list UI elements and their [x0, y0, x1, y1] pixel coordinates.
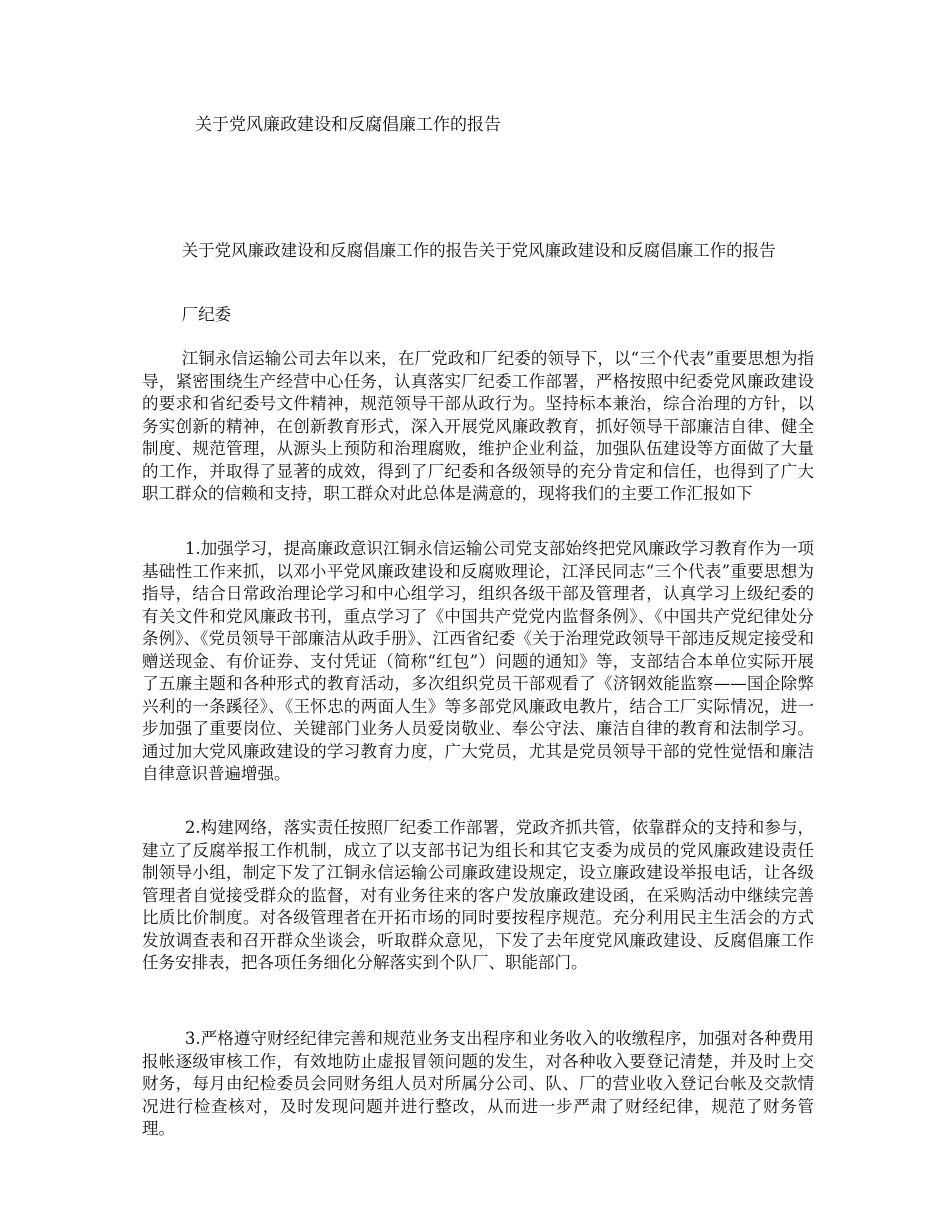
section-2-paragraph: 2.构建网络，落实责任按照厂纪委工作部署，党政齐抓共管，依靠群众的支持和参与，建立了反腐举报工作机制，成立了以支部书记为组长和其它支委为成员的党风廉政建设责任制领导小组，制定下发了江铜永信运输公司廉政建设规定，设立廉政建设举报电话，让各级管理者自觉接受群众的监督，对有业务往来的客户发放廉政建设函，在采购活动中继续完善比质比价制度。对各级管理者在开拓市场的同时要按程序规范。充分利用民主生活会的方式发放调查表和召开群众坐谈会，听取群众意见，下发了去年度党风廉政建设、反腐倡廉工作任务安排表，把各项任务细化分解落实到个队厂、职能部门。	[142, 818, 814, 972]
report-heading: 关于党风廉政建设和反腐倡廉工作的报告关于党风廉政建设和反腐倡廉工作的报告	[181, 241, 776, 260]
section-3-paragraph: 3.严格遵守财经纪律完善和规范业务支出程序和业务收入的收缴程序，加强对各种费用报帐逐级审核工作，有效地防止虚报冒领问题的发生，对各种收入要登记清楚，并及时上交财务，每月由纪检委员会同财务组人员对所属分公司、队、厂的营业收入登记台帐及交款情况进行检查核对，及时发现问题并进行整改，从而进一步严肃了财经纪律，规范了财务管理。	[142, 1029, 814, 1138]
organization-name: 厂纪委	[181, 305, 232, 324]
document-title: 关于党风廉政建设和反腐倡廉工作的报告	[195, 115, 501, 135]
section-1-paragraph: 1.加强学习，提高廉政意识江铜永信运输公司党支部始终把党风廉政学习教育作为一项基础性工作来抓，以邓小平党风廉政建设和反腐败理论，江泽民同志“三个代表”重要思想为指导，结合日常政治理论学习和中心组学习，组织各级干部及管理者，认真学习上级纪委的有关文件和党风廉政书刊，重点学习了《中国共产党党内监督条例》、《中国共产党纪律处分条例》、《党员领导干部廉洁从政手册》、江西省纪委《关于治理党政领导干部违反规定接受和赠送现金、有价证券、支付凭证（简称“红包”）问题的通知》等，支部结合本单位实际开展了五廉主题和各种形式的教育活动，多次组织党员干部观看了《济钢效能监察——国企除弊兴利的一条蹊径》、《王怀忠的两面人生》等多部党风廉政电教片，结合工厂实际情况，进一步加强了重要岗位、关键部门业务人员爱岗敬业、奉公守法、廉洁自律的教育和法制学习。通过加大党风廉政建设的学习教育力度，广大党员，尤其是党员领导干部的党性觉悟和廉洁自律意识普遍增强。	[142, 539, 814, 783]
intro-paragraph: 江铜永信运输公司去年以来，在厂党政和厂纪委的领导下，以“三个代表”重要思想为指导，紧密围绕生产经营中心任务，认真落实厂纪委工作部署，严格按照中纪委党风廉政建设的要求和省纪委号文件精神，规范领导干部从政行为。坚持标本兼治，综合治理的方针，以务实创新的精神，在创新教育形式，深入开展党风廉政教育，抓好领导干部廉洁自律、健全制度、规范管理，从源头上预防和治理腐败，维护企业利益，加强队伍建设等方面做了大量的工作，并取得了显著的成效，得到了厂纪委和各级领导的充分肯定和信任，也得到了广大职工群众的信赖和支持，职工群众对此总体是满意的，现将我们的主要工作汇报如下	[142, 349, 814, 503]
